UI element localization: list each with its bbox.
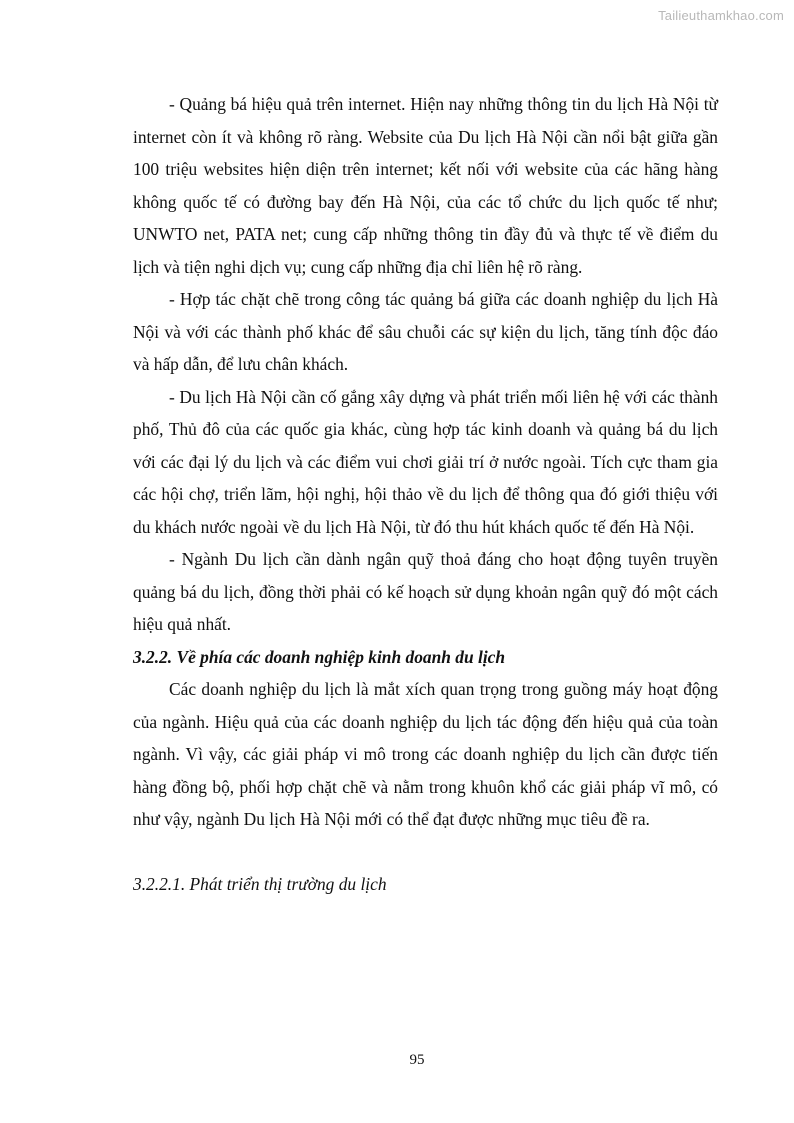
section-heading: 3.2.2. Về phía các doanh nghiệp kinh doanh du lịch	[133, 646, 506, 667]
subsection-heading: 3.2.2.1. Phát triển thị trường du lịch	[133, 873, 387, 894]
paragraph-cooperation: - Hợp tác chặt chẽ trong công tác quảng bá giữa các doanh nghiệp du lịch Hà Nội và với các thành phố khác để sâu chuỗi các sự kiện du lịch, tăng tính độc đáo và hấp dẫn, để lưu chân khách.	[133, 289, 718, 374]
page-number: 95	[409, 1052, 425, 1068]
section-paragraph: Các doanh nghiệp du lịch là mắt xích quan trọng trong guồng máy hoạt động của ngành. Hiệu quả của các doanh nghiệp du lịch tác động đến hiệu quả của toàn ngành. Vì vậy, các giải pháp vi mô trong các doanh nghiệp du lịch cần được tiến hàng đồng bộ, phối hợp chặt chẽ và nằm trong khuôn khổ các giải pháp vĩ mô, có như vậy, ngành Du lịch Hà Nội mới có thể đạt được những mục tiêu đề ra.	[133, 679, 718, 829]
document-body	[133, 88, 718, 900]
watermark: Tailieuthamkhao.com	[658, 8, 784, 23]
paragraph-international-relations: - Du lịch Hà Nội cần cố gắng xây dựng và phát triển mối liên hệ với các thành phố, Thủ đô của các quốc gia khác, cùng hợp tác kinh doanh và quảng bá du lịch với các đại lý du lịch và các điểm vui chơi giải trí ở nước ngoài. Tích cực tham gia các hội chợ, triển lãm, hội nghị, hội thảo về du lịch để thông qua đó giới thiệu với du khách nước ngoài về du lịch Hà Nội, từ đó thu hút khách quốc tế đến Hà Nội.	[133, 386, 718, 537]
paragraph-budget: - Ngành Du lịch cần dành ngân quỹ thoả đáng cho hoạt động tuyên truyền quảng bá du lịch, đồng thời phải có kế hoạch sử dụng khoản ngân quỹ đó một cách hiệu quả nhất.	[133, 549, 718, 634]
paragraph-internet-promotion: - Quảng bá hiệu quả trên internet. Hiện nay những thông tin du lịch Hà Nội từ internet còn ít và không rõ ràng. Website của Du lịch Hà Nội cần nổi bật giữa gần 100 triệu websites hiện diện trên internet; kết nối với website của các hãng hàng không quốc tế có đường bay đến Hà Nội, của các tổ chức du lịch quốc tế như; UNWTO net, PATA net; cung cấp những thông tin đầy đủ và thực tế về điểm du lịch và tiện nghi dịch vụ; cung cấp những địa chỉ liên hệ rõ ràng.	[133, 94, 718, 277]
